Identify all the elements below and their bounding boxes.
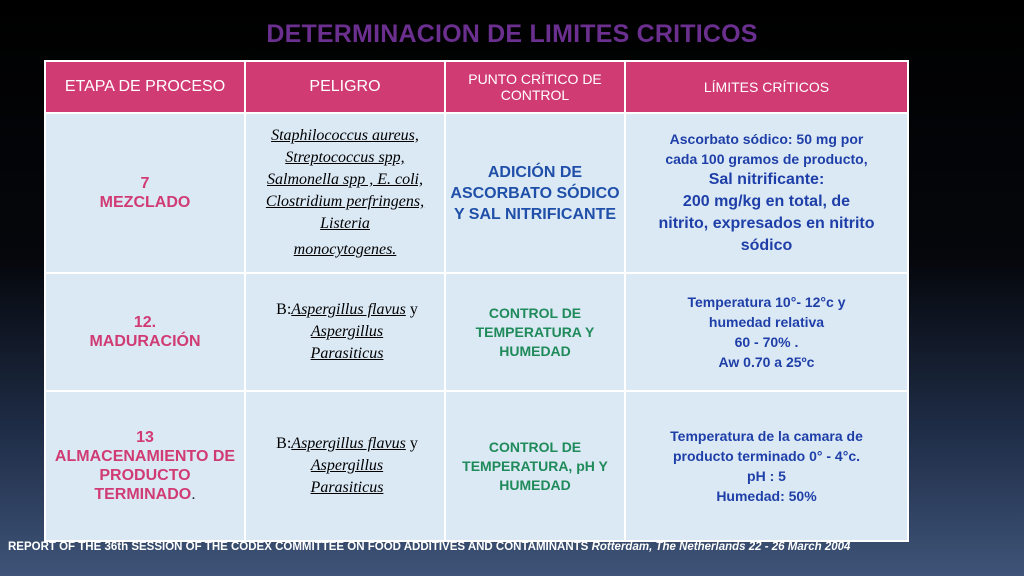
stage-cell [45, 113, 245, 273]
control-point-cell: CONTROL DE TEMPERATURA Y HUMEDAD [445, 273, 625, 391]
stage-cell [45, 273, 245, 391]
hazard-organism: Aspergillus flavus [291, 301, 406, 318]
header-etapa: ETAPA DE PROCESO [45, 61, 245, 113]
hazard-line: Parasiticus [310, 479, 384, 496]
limit-line: Aw 0.70 a 25ºc [718, 354, 815, 370]
hazard-line [254, 433, 440, 455]
stage-name-text: ALMACENAMIENTO DE PRODUCTO TERMINADO [54, 448, 236, 503]
table-row [45, 391, 908, 541]
limit-line: producto terminado 0° - 4°c. [673, 448, 860, 464]
limits-cell [625, 113, 908, 273]
limit-line: cada 100 gramos de producto, [665, 151, 868, 167]
footer-text: REPORT OF THE 36th SESSION OF THE CODEX COMMITTEE ON FOOD ADDITIVES AND CONTAMINANTS [8, 541, 589, 553]
header-pcc: PUNTO CRÍTICO DE CONTROL [445, 61, 625, 113]
stage-suffix: . [191, 486, 196, 503]
source-footer [8, 541, 1018, 553]
hazard-line [254, 299, 440, 321]
stage-number: 13 [136, 429, 154, 446]
header-limites: LÍMITES CRÍTICOS [625, 61, 908, 113]
stage-number: 7 [140, 175, 150, 192]
limits-cell [625, 273, 908, 391]
limit-line: 60 - 70% . [734, 334, 799, 350]
hazard-prefix: B: [276, 435, 292, 452]
control-point-cell: CONTROL DE TEMPERATURA, pH Y HUMEDAD [445, 391, 625, 541]
stage-name [50, 447, 240, 504]
hazard-organism: Aspergillus flavus [291, 435, 406, 452]
slide-title: DETERMINACION DE LIMITES CRITICOS [266, 20, 758, 48]
hazard-prefix: B: [276, 301, 292, 318]
hazard-cell [245, 113, 445, 273]
table-row [45, 113, 908, 273]
table-header-row [45, 61, 908, 113]
hazard-line: Aspergillus [310, 323, 384, 340]
limit-line: nitrito, expresados en nitrito [658, 215, 875, 232]
hazard-line: Aspergillus [310, 457, 384, 474]
hazard-line: Listeria [320, 215, 370, 232]
limit-line: sódico [740, 237, 793, 254]
footer-location-date: Rotterdam, The Netherlands 22 - 26 March 2004 [591, 541, 851, 553]
limit-line: 200 mg/kg en total, de [682, 193, 851, 210]
hazard-cell [245, 391, 445, 541]
hazard-line: Parasiticus [310, 345, 384, 362]
stage-name: MADURACIÓN [89, 333, 201, 350]
limits-cell [625, 391, 908, 541]
table-row [45, 273, 908, 391]
limit-line: humedad relativa [708, 314, 825, 330]
limit-line: Sal nitrificante: [708, 171, 825, 188]
header-peligro: PELIGRO [245, 61, 445, 113]
hazard-line: Salmonella spp , E. coli, [267, 171, 423, 188]
critical-limits-table [44, 60, 909, 542]
stage-number: 12. [133, 314, 157, 331]
hazard-line: Streptococcus spp, [285, 149, 405, 166]
limit-line: Temperatura 10°- 12°c y [687, 294, 846, 310]
stage-cell [45, 391, 245, 541]
hazard-line: Clostridium perfringens, [265, 193, 425, 210]
hazard-connector: y [409, 435, 418, 452]
stage-name: MEZCLADO [99, 194, 191, 211]
limit-line: Humedad: 50% [716, 488, 817, 504]
limit-line: Temperatura de la camara de [670, 428, 863, 444]
hazard-connector: y [409, 301, 418, 318]
hazard-line: monocytogenes. [293, 241, 397, 258]
hazard-line: Staphilococcus aureus, [271, 127, 419, 144]
limit-line: pH : 5 [747, 468, 786, 484]
hazard-cell [245, 273, 445, 391]
limit-line: Ascorbato sódico: 50 mg por [669, 131, 864, 147]
control-point-cell: ADICIÓN DE ASCORBATO SÓDICO Y SAL NITRIFICANTE [445, 113, 625, 273]
